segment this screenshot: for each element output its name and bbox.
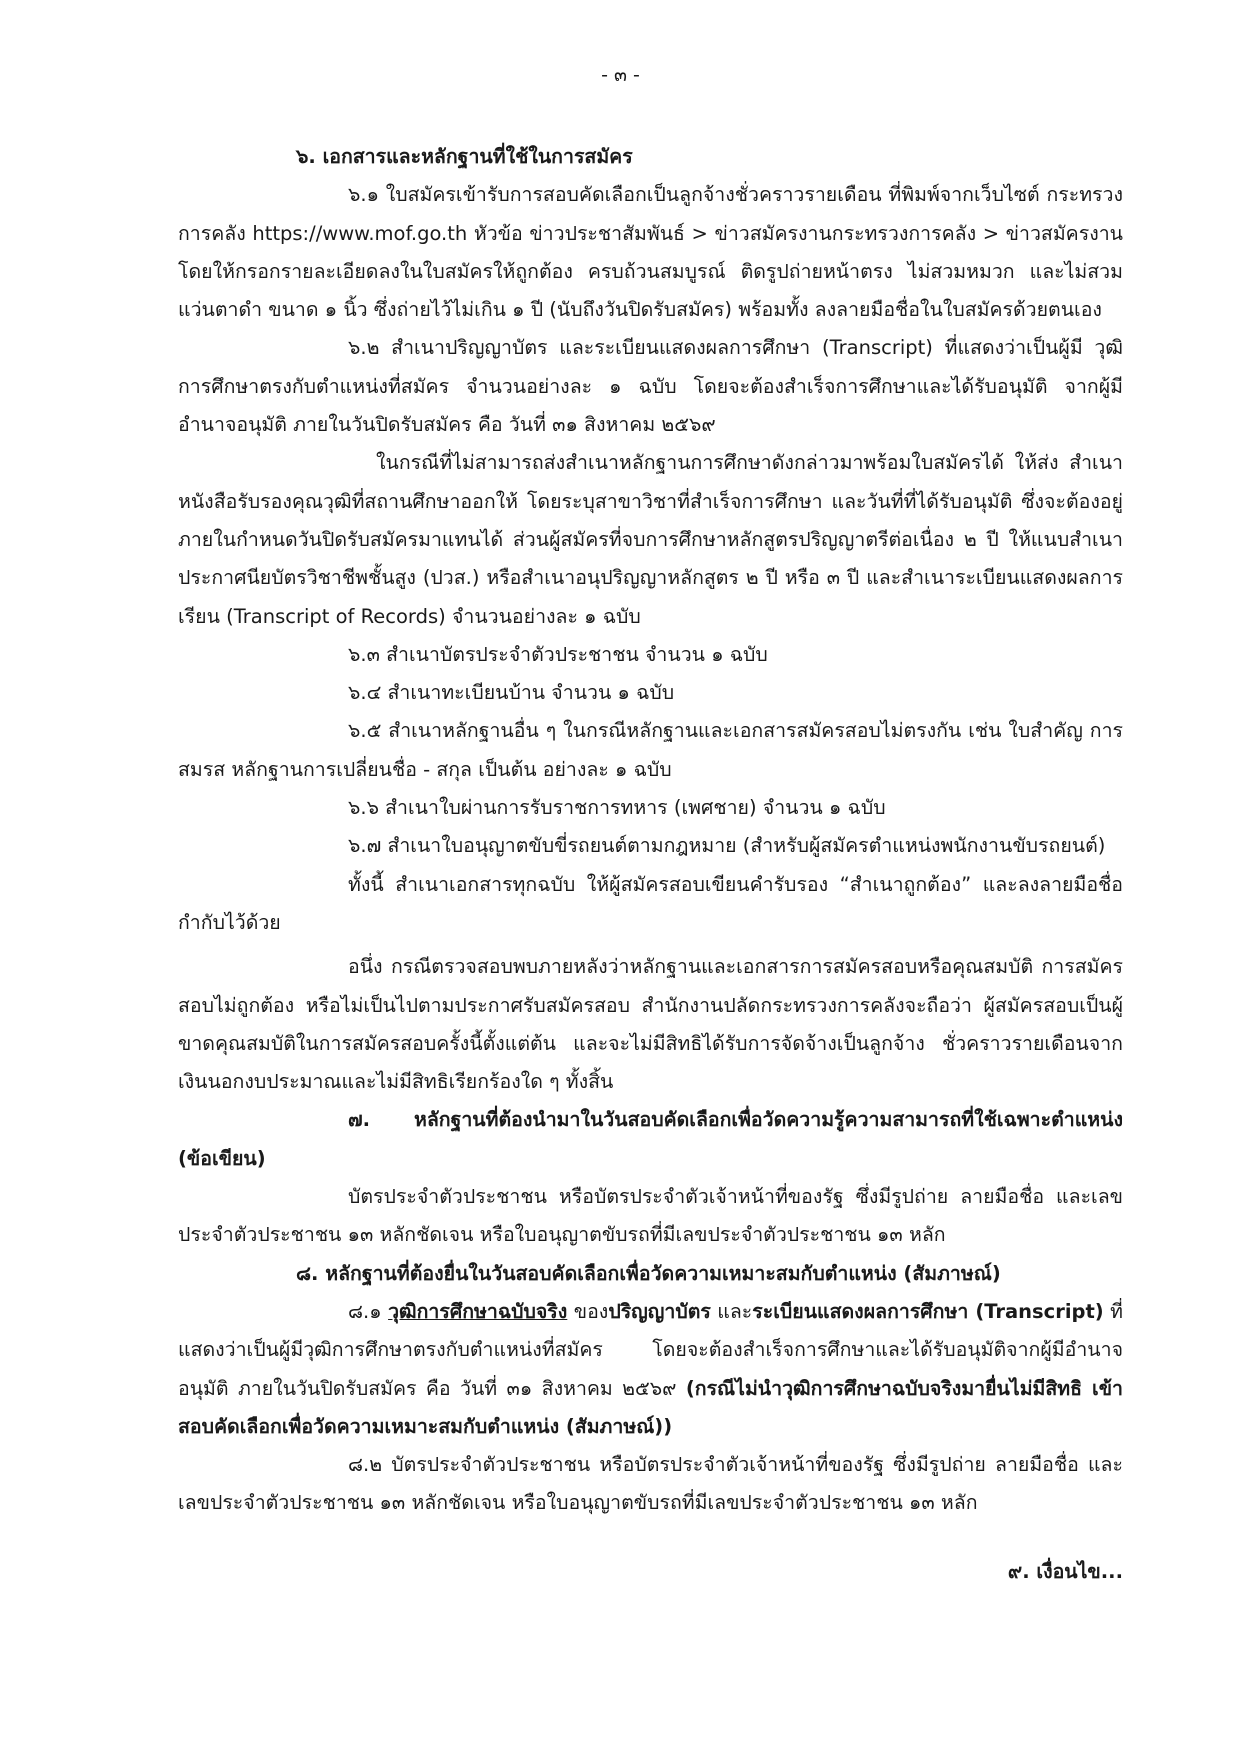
- section-7-heading: ๗. หลักฐานที่ต้องนำมาในวันสอบคัดเลือกเพื่อวัดความรู้ความสามารถที่ใช้เฉพาะตำแหน่ง (ข้อเขียน): [178, 1108, 1123, 1170]
- item-8-2: ๘.๒ บัตรประจำตัวประชาชน หรือบัตรประจำตัวเจ้าหน้าที่ของรัฐ ซึ่งมีรูปถ่าย ลายมือชื่อ และเลขประจำตัวประชาชน ๑๓ หลักชัดเจน หรือใบอนุญาตขับรถที่มีเลขประจำตัวประชาชน ๑๓ หลัก: [178, 1453, 1123, 1515]
- item-8-1-text-a: ของ: [567, 1299, 609, 1323]
- item-6-7: ๖.๗ สำเนาใบอนุญาตขับขี่รถยนต์ตามกฎหมาย (สำหรับผู้สมัครตำแหน่งพนักงานขับรถยนต์): [348, 834, 1106, 858]
- item-6-2: ๖.๒ สำเนาปริญญาบัตร และระเบียนแสดงผลการศึกษา (Transcript) ที่แสดงว่าเป็นผู้มี วุฒิการศึกษาตรงกับตำแหน่งที่สมัคร จำนวนอย่างละ ๑ ฉบับ โดยจะต้องสำเร็จการศึกษาและได้รับอนุมัติ จากผู้มีอำนาจอนุมัติ ภายในวันปิดรับสมัคร คือ วันที่ ๓๑ สิงหาคม ๒๕๖๙: [178, 336, 1123, 437]
- item-6-4: ๖.๔ สำเนาทะเบียนบ้าน จำนวน ๑ ฉบับ: [348, 681, 675, 705]
- original-degree-emphasis: วุฒิการศึกษาฉบับจริง: [388, 1299, 568, 1323]
- item-6-3: ๖.๓ สำเนาบัตรประจำตัวประชาชน จำนวน ๑ ฉบับ: [348, 642, 768, 666]
- item-8-1-bold-note: (กรณีไม่นำวุฒิการศึกษาฉบับจริงมายื่นไม่มีสิทธิ เข้าสอบคัดเลือกเพื่อวัดความเหมาะสมกับตำแหน่ง (สัมภาษณ์)): [178, 1376, 1123, 1438]
- item-8-1: [178, 1293, 1123, 1446]
- page-number: - ๓ -: [601, 64, 640, 86]
- transcript-emphasis: ระเบียนแสดงผลการศึกษา (Transcript): [752, 1299, 1104, 1323]
- item-8-1-text-d: ที่แสดงว่าเป็นผู้มีวุฒิการศึกษาตรงกับตำแหน่งที่สมัคร โดยจะต้องสำเร็จการศึกษาและได้รับอนุมัติจากผู้มีอำนาจ อนุมัติ ภายในวันปิดรับสมัคร คือ วันที่ ๓๑ สิงหาคม ๒๕๖๙: [178, 1299, 1123, 1400]
- section-6-heading: ๖. เอกสารและหลักฐานที่ใช้ในการสมัคร: [296, 145, 633, 168]
- section-7-body: บัตรประจำตัวประชาชน หรือบัตรประจำตัวเจ้าหน้าที่ของรัฐ ซึ่งมีรูปถ่าย ลายมือชื่อ และเลขประจำตัวประชาชน ๑๓ หลักชัดเจน หรือใบอนุญาตขับรถที่มีเลขประจำตัวประชาชน ๑๓ หลัก: [178, 1185, 1123, 1247]
- item-8-1-text-c: และ: [710, 1299, 753, 1323]
- warning-paragraph: อนึ่ง กรณีตรวจสอบพบภายหลังว่าหลักฐานและเอกสารการสมัครสอบหรือคุณสมบัติ การสมัครสอบไม่ถูกต้อง หรือไม่เป็นไปตามประกาศรับสมัครสอบ สำนักงานปลัดกระทรวงการคลังจะถือว่า ผู้สมัครสอบเป็นผู้ขาดคุณสมบัติในการสมัครสอบครั้งนี้ตั้งแต่ต้น และจะไม่มีสิทธิได้รับการจัดจ้างเป็นลูกจ้าง ชั่วคราวรายเดือนจากเงินนอกงบประมาณและไม่มีสิทธิเรียกร้องใด ๆ ทั้งสิ้น: [178, 955, 1123, 1094]
- item-6-5: ๖.๕ สำเนาหลักฐานอื่น ๆ ในกรณีหลักฐานและเอกสารสมัครสอบไม่ตรงกัน เช่น ใบสำคัญ การสมรส หลักฐานการเปลี่ยนชื่อ - สกุล เป็นต้น อย่างละ ๑ ฉบับ: [178, 719, 1123, 781]
- item-8-1-number: ๘.๑: [348, 1299, 389, 1323]
- item-6-1: ๖.๑ ใบสมัครเข้ารับการสอบคัดเลือกเป็นลูกจ้างชั่วคราวรายเดือน ที่พิมพ์จากเว็บไซต์ กระทรวงการคลัง https://www.mof.go.th หัวข้อ ข่าวประชาสัมพันธ์ > ข่าวสมัครงานกระทรวงการคลัง > ข่าวสมัครงาน โดยให้กรอกรายละเอียดลงในใบสมัครให้ถูกต้อง ครบถ้วนสมบูรณ์ ติดรูปถ่ายหน้าตรง ไม่สวมหมวก และไม่สวมแว่นตาดำ ขนาด ๑ นิ้ว ซึ่งถ่ายไว้ไม่เกิน ๑ ปี (นับถึงวันปิดรับสมัคร) พร้อมทั้ง ลงลายมือชื่อในใบสมัครด้วยตนเอง: [178, 183, 1123, 322]
- section-8-heading: ๘. หลักฐานที่ต้องยื่นในวันสอบคัดเลือกเพื่อวัดความเหมาะสมกับตำแหน่ง (สัมภาษณ์): [296, 1261, 1001, 1285]
- item-6-6: ๖.๖ สำเนาใบผ่านการรับราชการทหาร (เพศชาย) จำนวน ๑ ฉบับ: [348, 796, 886, 820]
- item-6-2-note: ในกรณีที่ไม่สามารถส่งสำเนาหลักฐานการศึกษาดังกล่าวมาพร้อมใบสมัครได้ ให้ส่ง สำเนาหนังสือรับรองคุณวุฒิที่สถานศึกษาออกให้ โดยระบุสาขาวิชาที่สำเร็จการศึกษา และวันที่ที่ได้รับอนุมัติ ซึ่งจะต้องอยู่ภายในกำหนดวันปิดรับสมัครมาแทนได้ ส่วนผู้สมัครที่จบการศึกษาหลักสูตรปริญญาตรีต่อเนื่อง ๒ ปี ให้แนบสำเนาประกาศนียบัตรวิชาชีพชั้นสูง (ปวส.) หรือสำเนาอนุปริญญาหลักสูตร ๒ ปี หรือ ๓ ปี และสำเนาระเบียนแสดงผลการเรียน (Transcript of Records) จำนวนอย่างละ ๑ ฉบับ: [178, 451, 1123, 628]
- document-body: [178, 138, 1123, 1523]
- continuation-note: ๙. เงื่อนไข...: [1007, 1560, 1123, 1583]
- certify-paragraph: ทั้งนี้ สำเนาเอกสารทุกฉบับ ให้ผู้สมัครสอบเขียนคำรับรอง “สำเนาถูกต้อง” และลงลายมือชื่อ กำกับไว้ด้วย: [178, 872, 1123, 934]
- degree-certificate-emphasis: ปริญญาบัตร: [608, 1299, 711, 1323]
